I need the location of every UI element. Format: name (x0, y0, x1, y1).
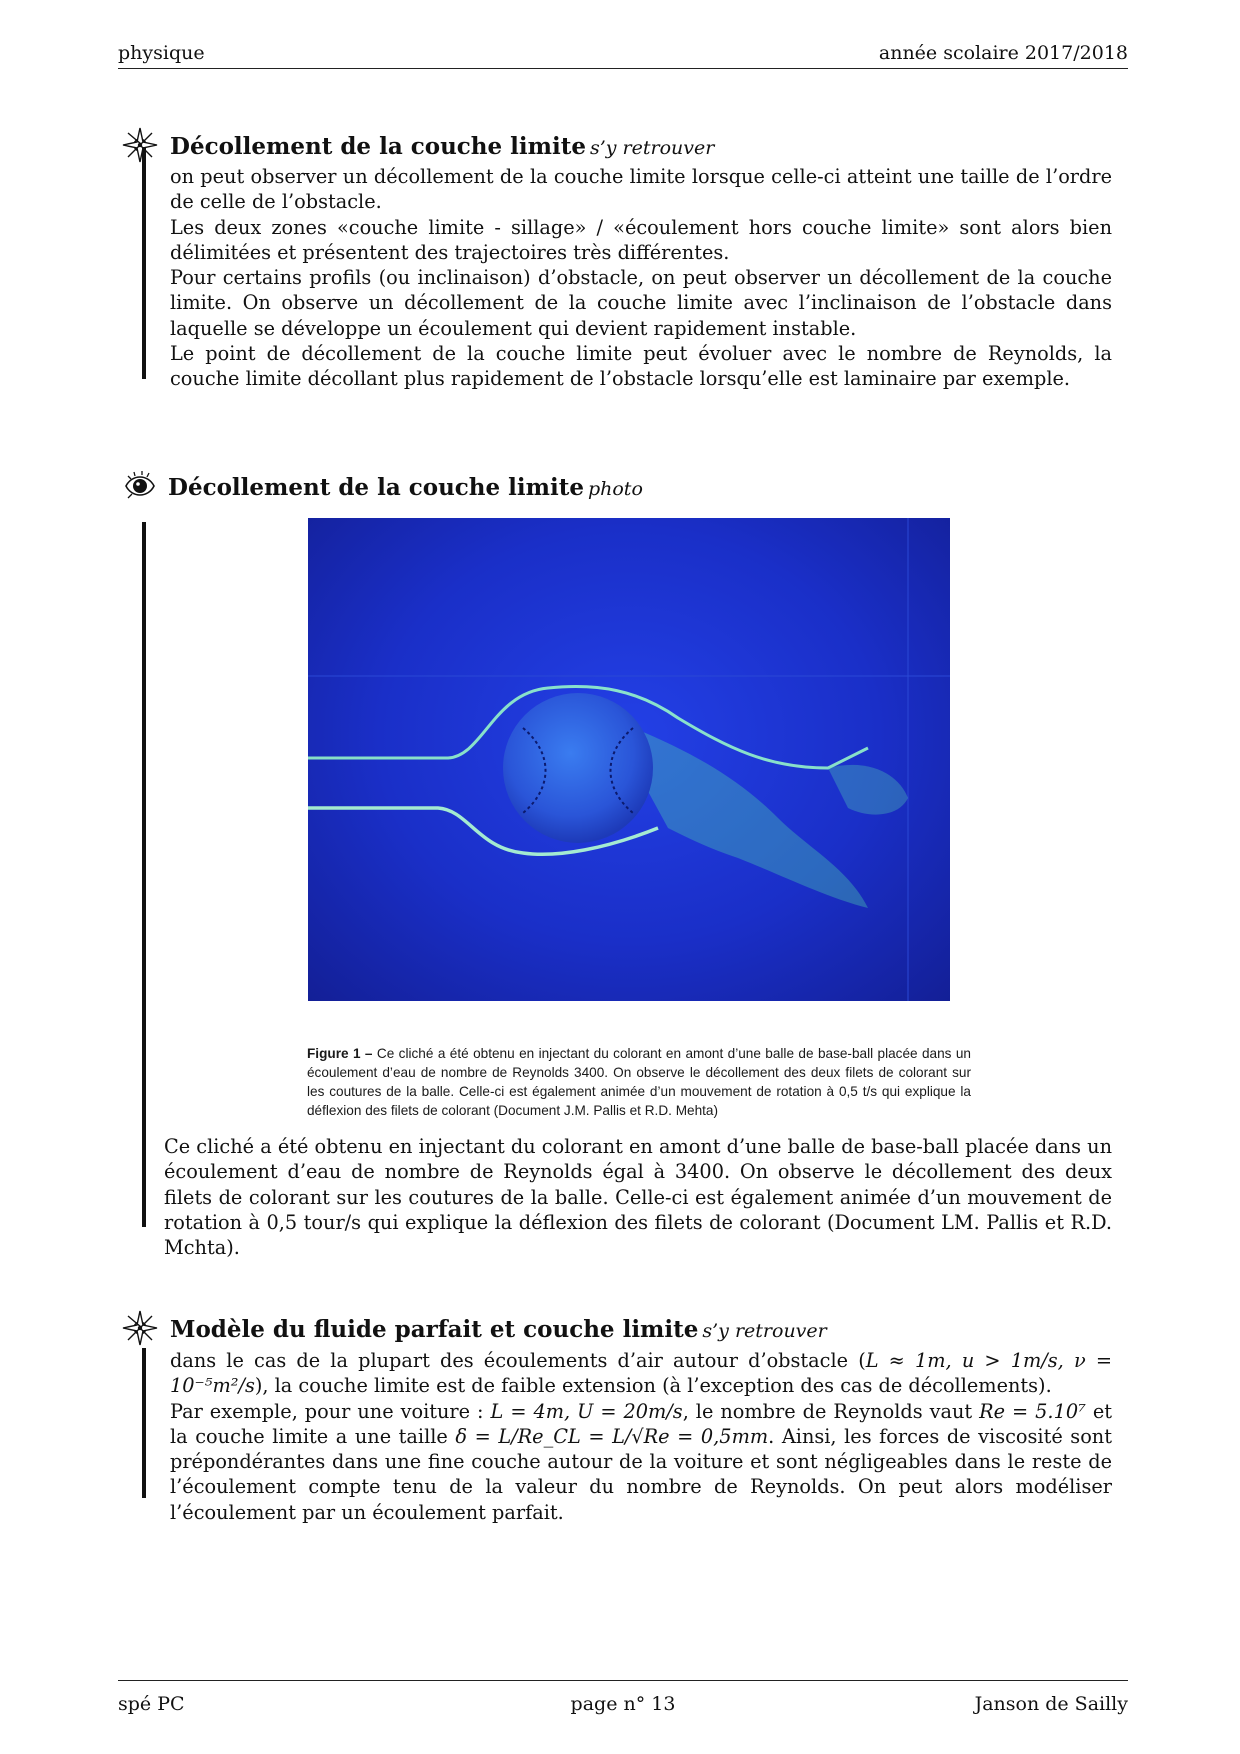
section-title: Modèle du fluide parfait et couche limite s’y retrouver (170, 1316, 827, 1343)
figure-caption (307, 1044, 971, 1120)
section-fluide-parfait (122, 1316, 1112, 1524)
figure-caption-text: Ce cliché a été obtenu en injectant du colorant en amont d’une balle de base-ball placée dans un écoulement d’eau de nombre de Reynolds 3400. On observe le décollement des deux filets de colorant sur les coutures de la balle. Celle-ci est également animée d’un mouvement de rotation à 0,5 t/s qui explique la déflexion des filets de colorant (Document J.M. Pallis et R.D. Mehta) (307, 1046, 971, 1118)
section-decollement-retrouver (122, 133, 1112, 391)
footer-school: Janson de Sailly (974, 1693, 1128, 1715)
section-tag: s’y retrouver (702, 1320, 827, 1342)
paragraph: on peut observer un décollement de la couche limite lorsque celle-ci atteint une taille de l’ordre de celle de l’obstacle. (170, 165, 1112, 214)
figure-label: Figure 1 – (307, 1046, 373, 1061)
section-side-bar (142, 147, 146, 379)
header-school-year: année scolaire 2017/2018 (878, 42, 1128, 64)
header-subject: physique (118, 42, 205, 64)
page-number: page n° 13 (570, 1693, 676, 1715)
section-title: Décollement de la couche limite photo (168, 474, 643, 501)
section-tag: photo (587, 478, 643, 500)
section-body (170, 1348, 1112, 1525)
inline-math: Re = 5.10⁷ (979, 1399, 1086, 1423)
compass-rose-icon (122, 127, 158, 163)
section-title: Décollement de la couche limite s’y retrouver (170, 133, 715, 160)
section-side-bar (142, 1348, 146, 1498)
inline-math: L ≈ 1m, u > 1m/s, ν = 10⁻⁵m²/s (170, 1349, 1112, 1398)
baseball-flow-photo (308, 518, 950, 1001)
paragraph: Les deux zones «couche limite - sillage» / «écoulement hors couche limite» sont alors bien délimitées et présentent des trajectoires très différentes. (170, 215, 1112, 264)
page-footer (118, 1680, 1128, 1721)
paragraph: dans le cas de la plupart des écoulements d’air autour d’obstacle (L ≈ 1m, u > 1m/s, ν = 10⁻⁵m²/s), la couche limite est de faible extension (à l’exception des cas de décollements). (170, 1349, 1112, 1398)
section-tag: s’y retrouver (589, 137, 715, 159)
section-side-bar (142, 522, 146, 1227)
paragraph: Par exemple, pour une voiture : L = 4m, U = 20m/s, le nombre de Reynolds vaut Re = 5.10⁷ et la couche limite a une taille δ = L/Re_CL = L/√Re = 0,5mm. Ainsi, les forces de viscosité sont prépondérantes dans une fine couche autour de la voiture et sont négligeables dans le reste de l’écoulement compte tenu de la valeur du nombre de Reynolds. On peut alors modéliser l’écoulement par un écoulement parfait. (170, 1399, 1112, 1524)
compass-rose-icon (122, 1310, 158, 1346)
inline-math: δ = L/Re_CL = L/√Re = 0,5mm (455, 1424, 769, 1448)
eye-icon (122, 468, 158, 504)
page-header (118, 40, 1128, 69)
footer-class: spé PC (118, 1693, 185, 1715)
paragraph: Le point de décollement de la couche limite peut évoluer avec le nombre de Reynolds, la couche limite décollant plus rapidement de l’obstacle lorsqu’elle est laminaire par exemple. (170, 342, 1112, 391)
paragraph: Ce cliché a été obtenu en injectant du colorant en amont d’une balle de base-ball placée dans un écoulement d’eau de nombre de Reynolds égal à 3400. On observe le décollement des deux filets de colorant sur les coutures de la balle. Celle-ci est également animée d’un mouvement de rotation à 0,5 tour/s qui explique la déflexion des filets de colorant (Document LM. Pallis et R.D. Mchta). (164, 1135, 1112, 1260)
paragraph: Pour certains profils (ou inclinaison) d’obstacle, on peut observer un décollement de la couche limite. On observe un décollement de la couche limite avec l’inclinaison de l’obstacle dans laquelle se développe un écoulement qui devient rapidement instable. (170, 266, 1112, 340)
inline-math: L = 4m, U = 20m/s (490, 1399, 683, 1423)
section-body (164, 1134, 1112, 1260)
section-body (170, 164, 1112, 392)
